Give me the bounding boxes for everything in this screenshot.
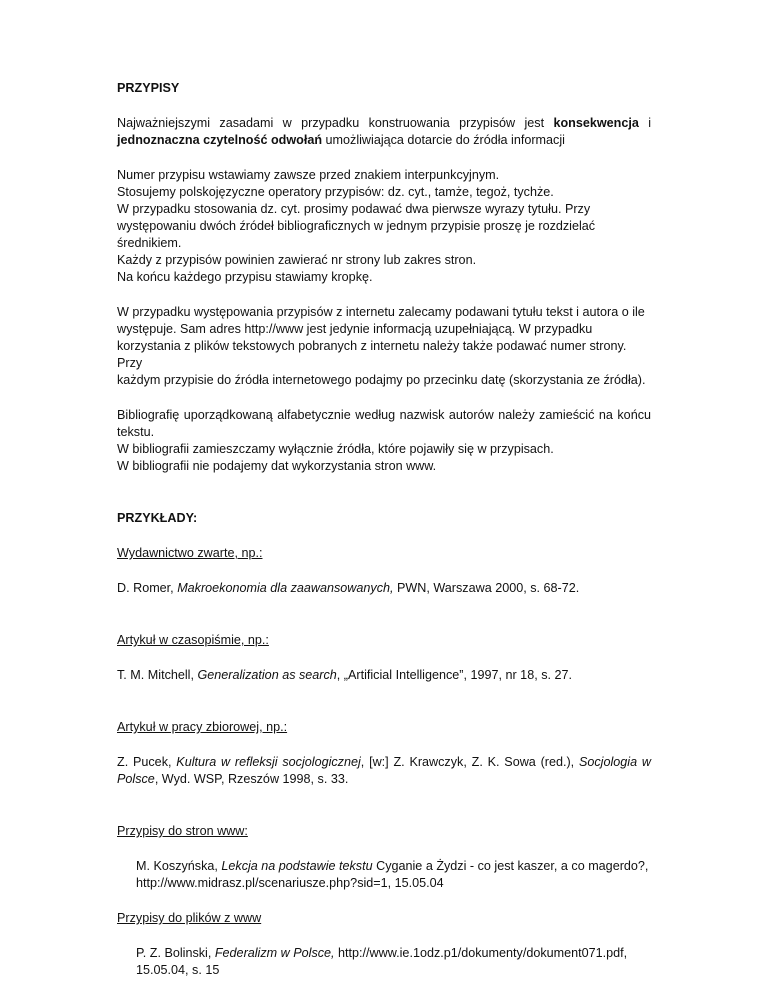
bibliography-paragraph xyxy=(117,407,651,475)
document-title: PRZYPISY xyxy=(117,81,180,95)
internet-line: każdym przypisie do źródła internetowego podajmy po przecinku datę (skorzystania ze źródła). xyxy=(117,373,646,387)
example-title-italic: Lekcja na podstawie tekstu xyxy=(221,859,373,873)
example-heading-www: Przypisy do stron www: xyxy=(117,824,248,838)
example-heading-book: Wydawnictwo zwarte, np.: xyxy=(117,546,263,560)
example-www xyxy=(117,858,651,892)
intro-paragraph xyxy=(117,115,651,149)
intro-bold-consistency: konsekwencja xyxy=(553,116,639,130)
example-details: PWN, Warszawa 2000, s. 68-72. xyxy=(393,581,580,595)
example-journal xyxy=(117,667,651,684)
example-author: T. M. Mitchell, xyxy=(117,668,198,682)
bibliography-line: W bibliografii nie podajemy dat wykorzystania stron www. xyxy=(117,459,437,473)
examples-title: PRZYKŁADY: xyxy=(117,511,198,525)
internet-line: występuje. Sam adres http://www jest jedynie informacją uzupełniającą. W przypadku xyxy=(117,322,593,336)
example-heading-files: Przypisy do plików z www xyxy=(117,911,262,925)
rule-line: Każdy z przypisów powinien zawierać nr strony lub zakres stron. xyxy=(117,253,477,267)
example-details: , „Artificial Intelligence”, 1997, nr 18, s. 27. xyxy=(336,668,572,682)
example-details: , Wyd. WSP, Rzeszów 1998, s. 33. xyxy=(154,772,349,786)
example-url-line: http://www.midrasz.pl/scenariusze.php?sid=1, 15.05.04 xyxy=(136,876,444,890)
example-book xyxy=(117,580,651,597)
rules-paragraph xyxy=(117,167,651,286)
bibliography-line: tekstu. xyxy=(117,425,155,439)
rule-line: Stosujemy polskojęzyczne operatory przypisów: dz. cyt., tamże, tegoż, tychże. xyxy=(117,185,554,199)
rule-line: średnikiem. xyxy=(117,236,182,250)
intro-text-d: umożliwiająca dotarcie do źródła informacji xyxy=(322,133,565,147)
intro-text-c: i xyxy=(638,116,651,130)
example-heading-collective: Artykuł w pracy zbiorowej, np.: xyxy=(117,720,288,734)
example-title-italic: Makroekonomia dla zaawansowanych, xyxy=(177,581,394,595)
example-date-line: 15.05.04, s. 15 xyxy=(136,963,220,977)
rule-line: Numer przypisu wstawiamy zawsze przed znakiem interpunkcyjnym. xyxy=(117,168,500,182)
example-editors: , [w:] Z. Krawczyk, Z. K. Sowa (red.), xyxy=(360,755,579,769)
example-files xyxy=(117,945,651,979)
rule-line: Na końcu każdego przypisu stawiamy kropkę. xyxy=(117,270,373,284)
example-title-italic: Generalization as search xyxy=(197,668,337,682)
rule-line: W przypadku stosowania dz. cyt. prosimy podawać dwa pierwsze wyrazy tytułu. Przy xyxy=(117,202,591,216)
example-author: D. Romer, xyxy=(117,581,178,595)
bibliography-line: Bibliografię uporządkowaną alfabetycznie według nazwisk autorów należy zamieścić na końcu xyxy=(117,408,651,422)
internet-line: W przypadku występowania przypisów z internetu zalecamy podawani tytułu tekst i autora o ile xyxy=(117,305,645,319)
rule-line: występowaniu dwóch źródeł bibliograficznych w jednym przypisie proszę je rozdzielać xyxy=(117,219,596,233)
example-details: http://www.ie.1odz.p1/dokumenty/dokument071.pdf, xyxy=(334,946,628,960)
example-author: P. Z. Bolinski, xyxy=(136,946,215,960)
internet-paragraph xyxy=(117,304,651,389)
example-heading-journal: Artykuł w czasopiśmie, np.: xyxy=(117,633,269,647)
example-title-italic: Federalizm w Polsce, xyxy=(214,946,335,960)
intro-bold-clarity: jednoznaczna czytelność odwołań xyxy=(117,133,323,147)
bibliography-line: W bibliografii zamieszczamy wyłącznie źródła, które pojawiły się w przypisach. xyxy=(117,442,554,456)
internet-line: korzystania z plików tekstowych pobranych z internetu należy także podawać numer strony. Przy xyxy=(117,339,627,370)
example-author: Z. Pucek, xyxy=(117,755,177,769)
example-collective xyxy=(117,754,651,788)
document-page xyxy=(117,80,651,979)
intro-text-a: Najważniejszymi zasadami w przypadku konstruowania przypisów jest xyxy=(117,116,554,130)
example-book-title-italic: Socjologia w Polsce xyxy=(117,755,651,786)
example-title-italic: Kultura w refleksji socjologicznej xyxy=(176,755,361,769)
example-details: Cyganie a Żydzi - co jest kaszer, a co magerdo?, xyxy=(372,859,649,873)
example-author: M. Koszyńska, xyxy=(136,859,222,873)
